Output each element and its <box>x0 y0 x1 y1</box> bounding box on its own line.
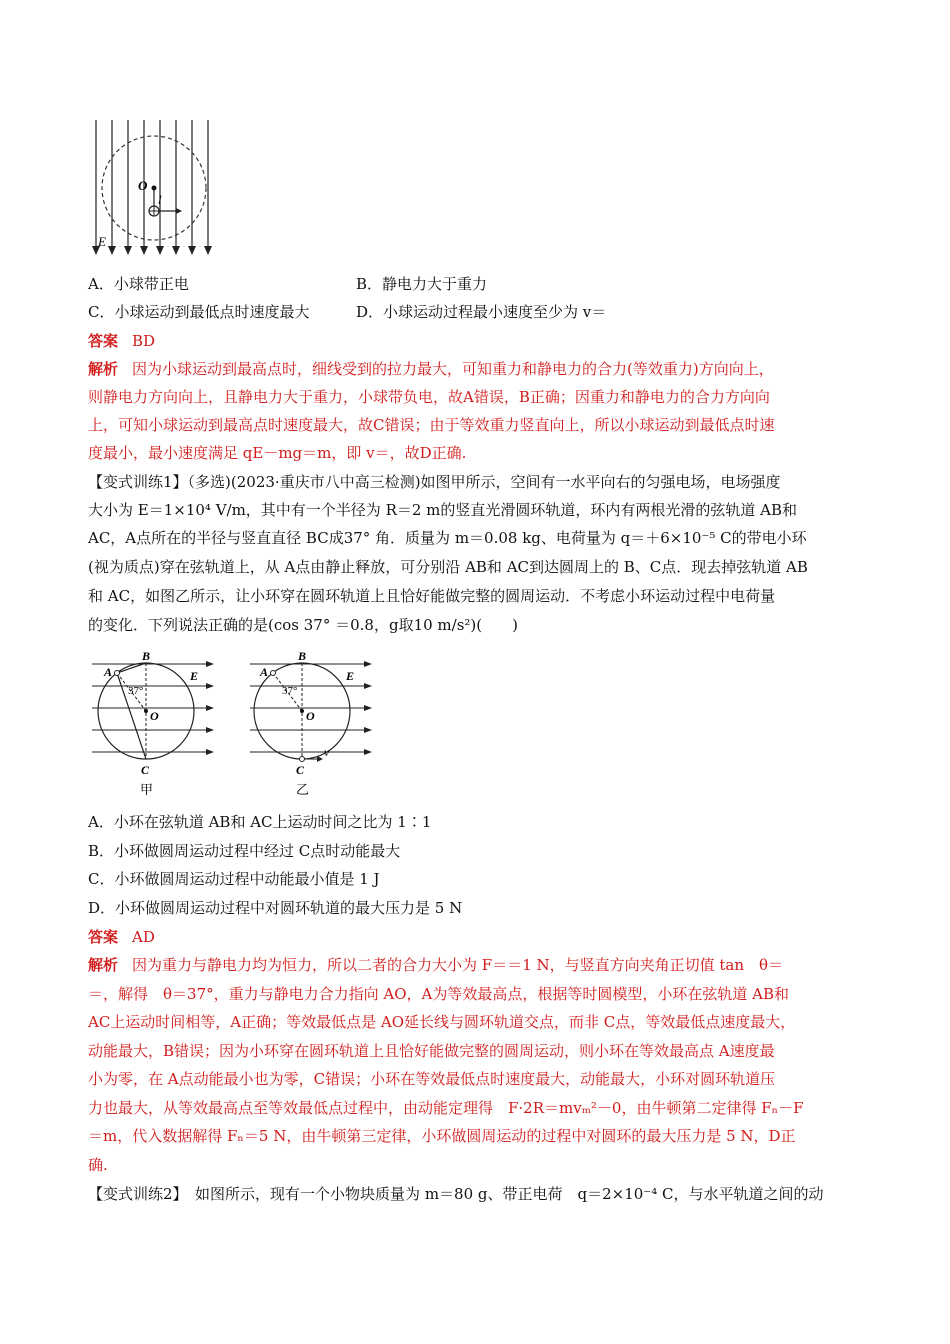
figure-yi <box>246 648 376 798</box>
yi-label-A: A <box>260 665 269 679</box>
q1-analysis-line-4: 度最小，最小速度满足 qE－mg＝m，即 v＝，故D正确. <box>88 444 467 462</box>
q1-analysis-line-2: 则静电力方向向上，且静电力大于重力，小球带负电，故A错误，B正确；因重力和静电力的合力方向向 <box>88 388 770 406</box>
label-l: l <box>158 192 162 207</box>
q2-stem-line-5: 和 AC，如图乙所示，让小环穿在圆环轨道上且恰好能做完整的圆周运动．不考虑小环运动过程中电荷量 <box>88 587 776 605</box>
q2-analysis-line-8: 确. <box>88 1156 108 1174</box>
jia-label-angle: 37° <box>128 685 144 697</box>
jia-label-A: A <box>104 665 113 679</box>
jia-label-O: O <box>150 709 159 723</box>
yi-label-E: E <box>346 669 355 683</box>
q2-option-a: A．小环在弦轨道 AB和 AC上运动时间之比为 1∶1 <box>88 813 432 831</box>
q1-answer: 答案 BD <box>88 332 156 350</box>
q1-option-a: A．小球带正电 <box>88 275 189 293</box>
label-E: E <box>98 234 106 249</box>
jia-label-B: B <box>142 649 151 663</box>
q2-stem-line-6: 的变化．下列说法正确的是(cos 37° ＝0.8，g取10 m/s²)( ) <box>88 616 518 634</box>
q2-answer: 答案 AD <box>88 928 155 946</box>
q1-analysis-line-1: 解析 因为小球运动到最高点时，细线受到的拉力最大，可知重力和静电力的合力(等效重力)方向向上， <box>88 360 774 378</box>
q2-analysis-line-1: 解析 因为重力与静电力均为恒力，所以二者的合力大小为 F＝＝1 N，与竖直方向夹角正切值 tan θ＝ <box>88 956 784 974</box>
q2-analysis-line-6: 力也最大，从等效最高点至等效最低点过程中，由动能定理得 F·2R＝mvₘ²－0，由牛顿第二定律得 Fₙ－F <box>88 1099 804 1117</box>
q2-analysis-line-5: 小为零，在 A点动能最小也为零，C错误；小环在等效最低点时速度最大，动能最大，小环对圆环轨道压 <box>88 1070 776 1088</box>
q2-analysis-line-7: ＝m，代入数据解得 Fₙ＝5 N，由牛顿第三定律，小环做圆周运动的过程中对圆环的最大压力是 5 N，D正 <box>88 1127 796 1145</box>
yi-label-B: B <box>298 649 307 663</box>
q2-option-b: B．小环做圆周运动过程中经过 C点时动能最大 <box>88 842 401 860</box>
q1-option-d: D．小球运动过程最小速度至少为 v＝ <box>356 303 607 321</box>
q3-stem-line-1: 【变式训练2】 如图所示，现有一个小物块质量为 m＝80 g、带正电荷 q＝2×10⁻⁴ C，与水平轨道之间的动 <box>88 1185 824 1203</box>
q2-stem-line-1: 【变式训练1】（多选)(2023·重庆市八中高三检测)如图甲所示，空间有一水平向右的匀强电场，电场强度 <box>88 473 781 491</box>
jia-label-E: E <box>190 669 199 683</box>
q2-analysis-line-3: AC上运动时间相等，A正确；等效最低点是 AO延长线与圆环轨道交点，而非 C点，等效最低点速度最大， <box>88 1013 796 1031</box>
q2-stem-line-4: (视为质点)穿在弦轨道上，从 A点由静止释放，可分别沿 AB和 AC到达圆周上的 B、C点．现去掉弦轨道 AB <box>88 558 808 576</box>
yi-label-O: O <box>306 709 315 723</box>
jia-caption: 甲 <box>140 782 154 797</box>
figure-jia <box>88 648 218 798</box>
q2-option-c: C．小环做圆周运动过程中动能最小值是 1 J <box>88 870 380 888</box>
yi-label-angle: 37° <box>282 685 298 697</box>
q1-option-c: C．小球运动到最低点时速度最大 <box>88 303 310 321</box>
label-O: O <box>138 178 148 193</box>
q1-option-b: B．静电力大于重力 <box>356 275 488 293</box>
q2-analysis-line-2: ＝，解得 θ＝37°，重力与静电力合力指向 AO，A为等效最高点，根据等时圆模型，小环在弦轨道 AB和 <box>88 985 789 1003</box>
q2-option-d: D．小环做圆周运动过程中对圆环轨道的最大压力是 5 N <box>88 899 463 917</box>
figure-field-circle <box>88 118 228 258</box>
q2-stem-line-3: AC，A点所在的半径与竖直直径 BC成37° 角．质量为 m＝0.08 kg、电荷量为 q＝＋6×10⁻⁵ C的带电小环 <box>88 529 807 547</box>
q1-analysis-line-3: 上，可知小球运动到最高点时速度最大，故C错误；由于等效重力竖直向上，所以小球运动到最低点时速 <box>88 416 775 434</box>
q2-analysis-line-4: 动能最大，B错误；因为小环穿在圆环轨道上且恰好能做完整的圆周运动，则小环在等效最高点 A速度最 <box>88 1042 775 1060</box>
yi-label-v: v <box>324 745 330 759</box>
q2-stem-line-2: 大小为 E＝1×10⁴ V/m，其中有一个半径为 R＝2 m的竖直光滑圆环轨道，环内有两根光滑的弦轨道 AB和 <box>88 501 798 519</box>
jia-label-C: C <box>141 763 150 777</box>
yi-caption: 乙 <box>296 782 310 797</box>
yi-label-C: C <box>296 763 305 777</box>
